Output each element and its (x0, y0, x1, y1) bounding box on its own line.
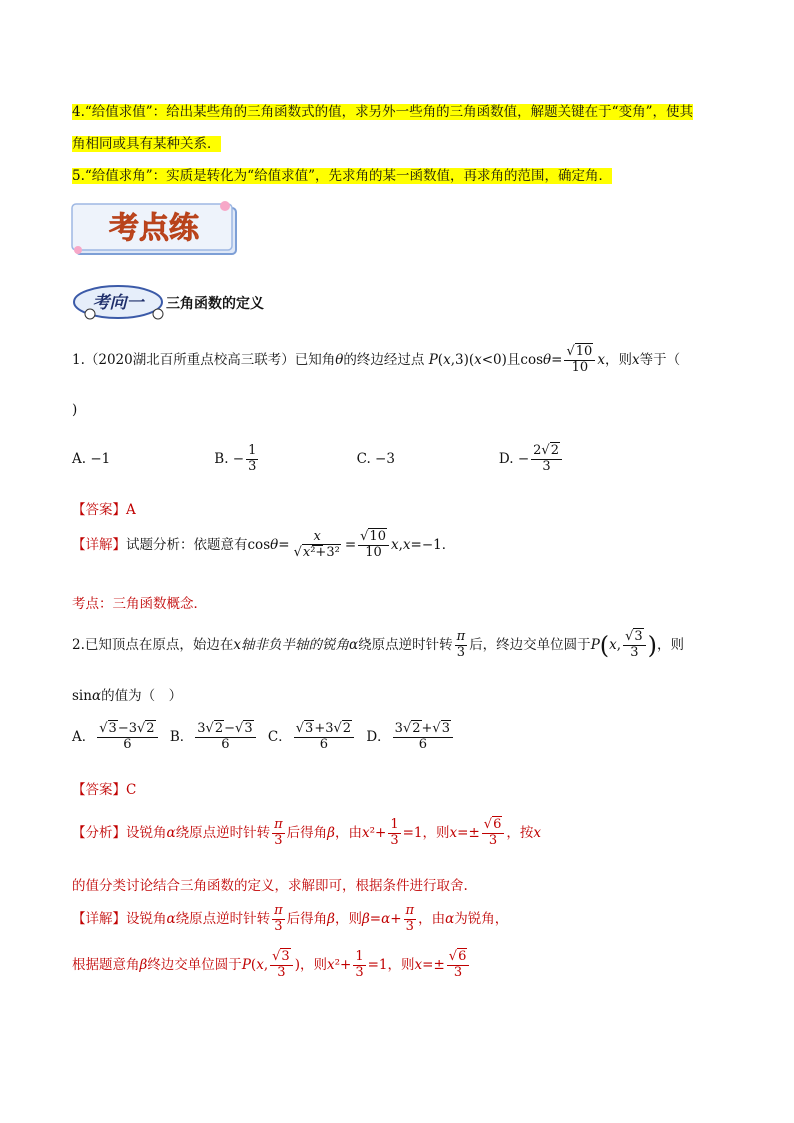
q2-options (72, 722, 455, 753)
q1-detail: 【详解】试题分析：依题意有cosθ= $\frac{x}{\text{√x²+3²}}$ = $\frac{√10}{10}$ x,x=−1． (72, 529, 456, 560)
intro-line-4a: 4.“给值求值”：给出某些角的三角函数式的值，求另外一些角的三角函数值，解题关键在于“变角”，使其 (72, 104, 693, 120)
question-2: 2.已知顶点在原点，始边在x轴非负半轴的锐角α绕原点逆时针转 $\frac{\pi}{3}$ 后，终边交单位圆于P(x, $\frac{√3}{3}$ )，则 (72, 629, 685, 660)
q1-option-a: A. −1 (72, 450, 111, 467)
badge-text: 考向一 (92, 293, 144, 313)
subsection-badge (72, 282, 172, 322)
intro-line-4b: 角相同或具有某种关系． (72, 136, 221, 152)
q1-option-b: B. − $\frac{1}{3}$ (214, 443, 257, 474)
banner-title: 考点练 (109, 211, 199, 246)
banner-graphic (70, 200, 245, 260)
q1-option-c: C. −3 (356, 450, 395, 467)
q2-analysis-line2: 的值分类讨论结合三角函数的定义，求解即可，根据条件进行取舍. (72, 878, 468, 894)
subsection-heading (72, 282, 322, 322)
q1-option-d: D. − $\frac{2√2}{3}$ (499, 444, 564, 475)
q2-option-b: B． $\frac{3√2-√3}{6}$ (170, 729, 258, 745)
q1-kaodian: 考点：三角函数概念． (72, 596, 207, 612)
q1-answer: 【答案】A (72, 502, 136, 518)
question-1: 1.（2020湖北百所重点校高三联考）已知角θ的终边经过点 P(x,3)(x<0)且cosθ= $\frac{√10}{10}$ x，则x等于（ (72, 344, 681, 375)
q1-options (72, 444, 564, 475)
q2-detail: 【详解】设锐角α绕原点逆时针转 $\frac{\pi}{3}$ 后得角β，则β=α+ $\frac{\pi}{3}$ ，由α为锐角， (72, 903, 509, 934)
q2-detail-line2: 根据题意角β终边交单位圆于P(x, $\frac{√3}{3}$ )，则x²+ $\frac{1}{3}$ =1，则x=± $\frac{√6}{3}$ (72, 950, 471, 981)
q2-analysis: 【分析】设锐角α绕原点逆时针转 $\frac{\pi}{3}$ 后得角β，由x²+ $\frac{1}{3}$ =1，则x=± $\frac{√6}{3}$ ，按x (72, 817, 541, 848)
q1-close-paren: ) (72, 402, 78, 418)
q2-option-c: C． $\frac{√3+3√2}{6}$ (268, 729, 356, 745)
intro-line-5: 5.“给值求角”：实质是转化为“给值求值”，先求角的某一函数值，再求角的范围，确定角． (72, 168, 612, 184)
subsection-title: 三角函数的定义 (166, 296, 264, 312)
q2-option-d: D． $\frac{3√2+√3}{6}$ (366, 729, 455, 745)
q2-line2: sinα的值为（ ） (72, 688, 183, 704)
q2-answer: 【答案】C (72, 782, 137, 798)
q2-option-a: A． $\frac{√3-3√2}{6}$ (72, 729, 160, 745)
section-banner (70, 200, 245, 260)
